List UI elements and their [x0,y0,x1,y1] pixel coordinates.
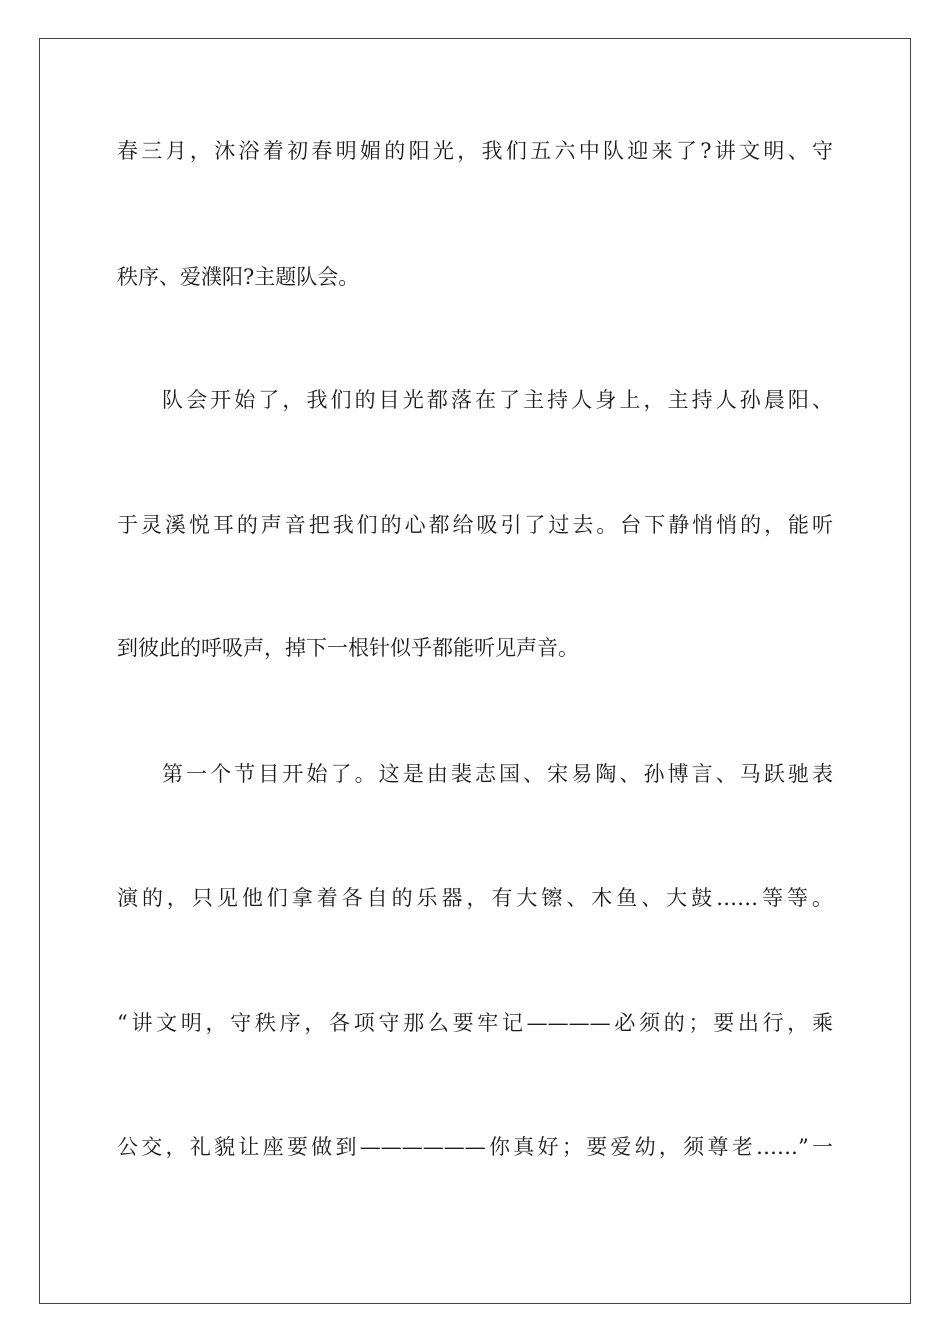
text-line-5: 到彼此的呼吸声，掉下一根针似乎都能听见声音。 [117,636,579,660]
text-line-3: 队会开始了，我们的目光都落在了主持人身上，主持人孙晨阳、 [162,388,833,412]
text-line-2: 秩序、爱濮阳?主题队会。 [117,265,360,289]
text-line-6: 第一个节目开始了。这是由裴志国、宋易陶、孙博言、马跃驰表 [162,762,833,786]
text-line-1: 春三月，沐浴着初春明媚的阳光，我们五六中队迎来了?讲文明、守 [117,139,833,163]
text-line-9: 公交，礼貌让座要做到——————你真好；要爱幼，须尊老……”一 [117,1135,833,1159]
text-line-8: “讲文明，守秩序，各项守那么要牢记————必须的；要出行，乘 [117,1011,833,1035]
text-line-4: 于灵溪悦耳的声音把我们的心都给吸引了过去。台下静悄悄的，能听 [117,513,833,537]
text-line-7: 演的，只见他们拿着各自的乐器，有大镲、木鱼、大鼓……等等。 [117,886,833,910]
page-border [39,38,911,1304]
